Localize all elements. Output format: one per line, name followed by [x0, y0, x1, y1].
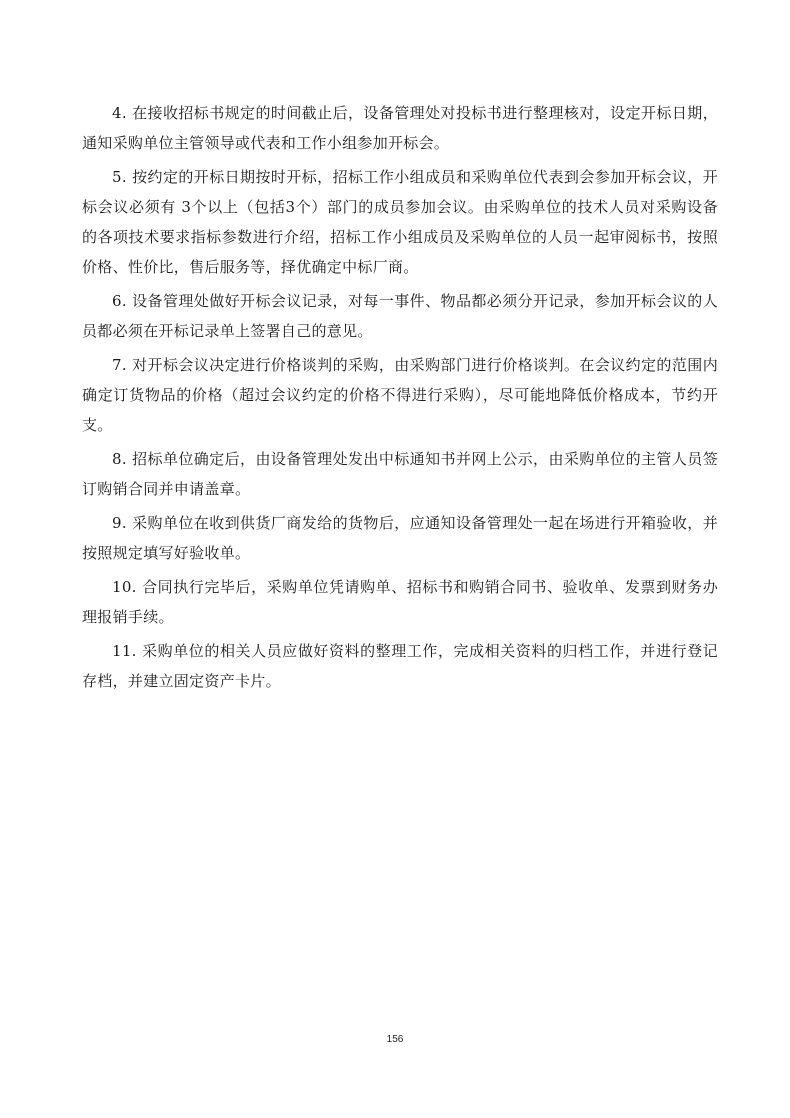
paragraph-7: 7. 对开标会议决定进行价格谈判的采购，由采购部门进行价格谈判。在会议约定的范围内确定订货物品的价格（超过会议约定的价格不得进行采购），尽可能地降低价格成本，节约开支。 [82, 356, 718, 434]
page-number: 156 [386, 1034, 404, 1045]
paragraph-6: 6. 设备管理处做好开标会议记录，对每一事件、物品都必须分开记录，参加开标会议的人员都必须在开标记录单上签署自己的意见。 [82, 292, 718, 340]
paragraph-4: 4. 在接收招标书规定的时间截止后，设备管理处对投标书进行整理核对，设定开标日期，通知采购单位主管领导或代表和工作小组参加开标会。 [82, 104, 718, 152]
paragraph-8: 8. 招标单位确定后，由设备管理处发出中标通知书并网上公示，由采购单位的主管人员签订购销合同并申请盖章。 [82, 450, 718, 498]
paragraph-5: 5. 按约定的开标日期按时开标，招标工作小组成员和采购单位代表到会参加开标会议，开标会议必须有 3个以上（包括3个）部门的成员参加会议。由采购单位的技术人员对采购设备的各项技术要求指标参数进行介绍，招标工作小组成员及采购单位的人员一起审阅标书，按照价格、性价比，售后服务等，择优确定中标厂商。 [82, 168, 718, 276]
document-body [82, 98, 718, 700]
paragraph-9: 9. 采购单位在收到供货厂商发给的货物后，应通知设备管理处一起在场进行开箱验收，并按照规定填写好验收单。 [82, 514, 718, 562]
paragraph-10: 10. 合同执行完毕后，采购单位凭请购单、招标书和购销合同书、验收单、发票到财务办理报销手续。 [82, 578, 718, 626]
paragraph-11: 11. 采购单位的相关人员应做好资料的整理工作，完成相关资料的归档工作，并进行登记存档，并建立固定资产卡片。 [82, 642, 718, 690]
